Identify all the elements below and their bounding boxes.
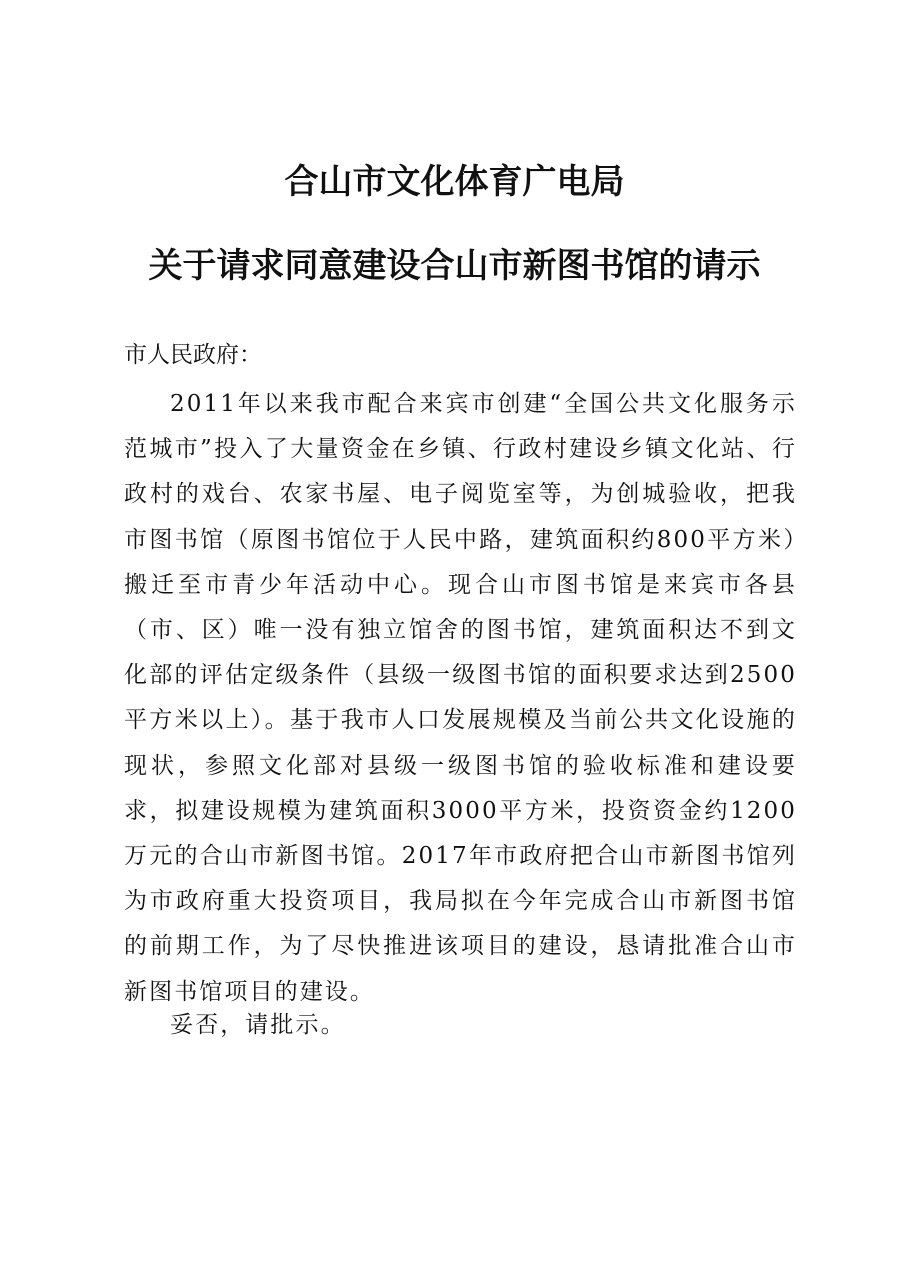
- salutation: 市人民政府：: [124, 342, 262, 368]
- document-title-subject: 关于请求同意建设合山市新图书馆的请示: [148, 246, 761, 286]
- closing-request: 妥否，请批示。: [170, 1012, 346, 1038]
- document-title-issuer: 合山市文化体育广电局: [284, 162, 625, 202]
- body-paragraph: 2011年以来我市配合来宾市创建“全国公共文化服务示范城市”投入了大量资金在乡镇、行政村建设乡镇文化站、行政村的戏台、农家书屋、电子阅览室等，为创城验收，把我市图书馆（原图书馆位于人民中路，建筑面积约800平方米）搬迁至市青少年活动中心。现合山市图书馆是来宾市各县（市、区）唯一没有独立馆舍的图书馆，建筑面积达不到文化部的评估定级条件（县级一级图书馆的面积要求达到2500平方米以上）。基于我市人口发展规模及当前公共文化设施的现状，参照文化部对县级一级图书馆的验收标准和建设要求，拟建设规模为建筑面积3000平方米，投资资金约1200万元的合山市新图书馆。2017年市政府把合山市新图书馆列为市政府重大投资项目，我局拟在今年完成合山市新图书馆的前期工作，为了尽快推进该项目的建设，恳请批准合山市新图书馆项目的建设。: [124, 391, 797, 1005]
